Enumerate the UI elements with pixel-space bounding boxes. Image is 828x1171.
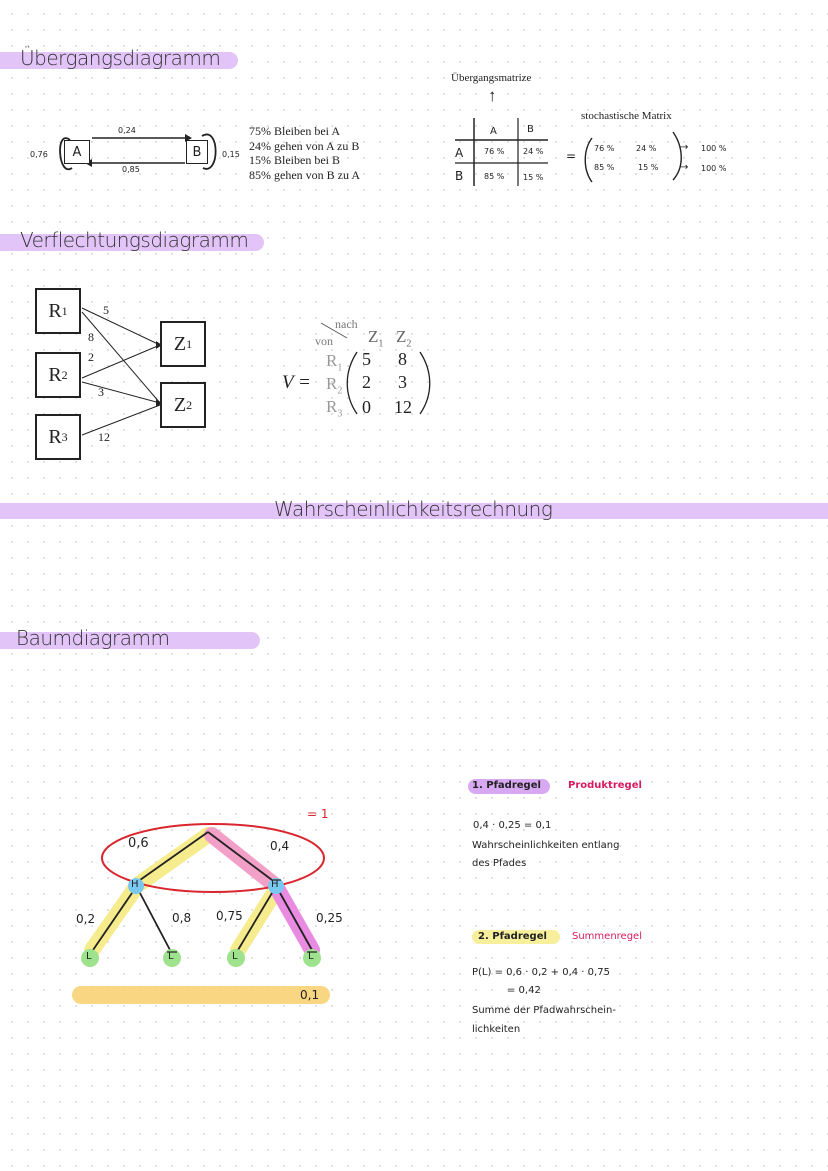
- matrix-col-a: A: [490, 126, 497, 137]
- stochastic-title: stochastische Matrix: [581, 110, 672, 122]
- node-h: H: [131, 879, 139, 890]
- matrix-row-r2: $R_2$: [326, 374, 343, 397]
- row-sum-2: 100 %: [701, 164, 727, 173]
- sum-arrow-icon: →: [680, 162, 689, 173]
- state-a: A: [64, 140, 90, 164]
- matrix-col-b: B: [527, 124, 534, 135]
- node-z1: Z 1: [160, 321, 206, 367]
- prob-hbar: 0,4: [270, 839, 290, 853]
- rule2-title: 2. Pfadregel: [478, 931, 547, 942]
- leaf-lbar: L: [168, 951, 174, 962]
- weight-r2z2: 3: [98, 385, 104, 399]
- rule2-calc: P(L) = 0,6 · 0,2 + 0,4 · 0,75: [472, 967, 610, 978]
- matrix-title: Übergangsmatrize: [451, 72, 532, 84]
- sum-arrow-icon: →: [680, 142, 689, 153]
- matrix-col-z1: $Z_1$: [368, 327, 384, 350]
- matrix-von: von: [315, 334, 333, 348]
- prob-h-l: 0,2: [76, 912, 96, 926]
- matrix-cell-ba: 85 %: [484, 172, 505, 181]
- matrix-cell-aa: 76 %: [484, 147, 505, 156]
- matrix-cell: 2: [362, 372, 371, 392]
- node-z2: Z 2: [160, 382, 206, 428]
- matrix-cell: 5: [362, 349, 371, 369]
- matrix-nach: nach: [335, 317, 358, 331]
- matrix-cell: 0: [362, 397, 371, 417]
- rule1-calc: 0,4 · 0,25 = 0,1: [473, 820, 552, 831]
- matrix-cell: 3: [398, 372, 407, 392]
- leaf-lbar: L: [308, 951, 314, 962]
- rule2-text: lichkeiten: [472, 1024, 521, 1035]
- loop-b-label: 0,15: [222, 150, 240, 159]
- prob-hbar-lbar: 0,25: [316, 911, 343, 925]
- stoch-r2c1: 85 %: [594, 163, 615, 172]
- up-arrow-icon: ↑: [488, 86, 497, 105]
- weight-r3z2: 12: [98, 430, 110, 444]
- leaf-l: L: [86, 951, 92, 962]
- prob-h: 0,6: [128, 836, 149, 851]
- weight-r2z1: 2: [88, 350, 94, 364]
- rule1-text: des Pfades: [472, 858, 527, 869]
- note-line: 75% Bleiben bei A: [249, 124, 340, 138]
- matrix-v-label: V =: [282, 372, 311, 393]
- stoch-r1c2: 24 %: [636, 144, 657, 153]
- heading-uebergangsdiagramm: Übergangsdiagramm: [20, 46, 221, 70]
- state-b: B: [186, 140, 208, 164]
- note-line: 15% Bleiben bei B: [249, 153, 340, 167]
- weight-r1z2: 8: [88, 330, 94, 344]
- prob-hbar-l: 0,75: [216, 909, 243, 923]
- matrix-cell-bb: 15 %: [523, 173, 544, 182]
- rule2-calc: = 0,42: [507, 985, 541, 996]
- rule1-name: Produktregel: [568, 780, 642, 791]
- matrix-row-a: A: [455, 146, 464, 160]
- stoch-r2c2: 15 %: [638, 163, 659, 172]
- note-line: 24% gehen von A zu B: [249, 138, 360, 153]
- matrix-row-r3: $R_3$: [326, 397, 343, 420]
- stoch-r1c1: 76 %: [594, 144, 615, 153]
- node-r2: R 2: [35, 352, 81, 398]
- matrix-cell-ab: 24 %: [523, 147, 544, 156]
- heading-wahrscheinlichkeitsrechnung: Wahrscheinlichkeitsrechnung: [274, 497, 553, 521]
- rule1-title: 1. Pfadregel: [472, 780, 541, 791]
- note-line: 85% gehen von B zu A: [249, 167, 360, 182]
- node-r3: R 3: [35, 414, 81, 460]
- matrix-row-r1: $R_1$: [326, 351, 343, 374]
- matrix-cell: 8: [398, 349, 407, 369]
- prob-h-lbar: 0,8: [172, 911, 192, 925]
- node-hbar: H: [271, 879, 279, 890]
- heading-verflechtungsdiagramm: Verflechtungsdiagramm: [20, 228, 249, 252]
- row-sum-1: 100 %: [701, 144, 727, 153]
- edge-ba-label: 0,85: [122, 165, 140, 174]
- matrix-row-b: B: [455, 169, 464, 183]
- edge-ab-label: 0,24: [118, 126, 136, 135]
- matrix-cell: 12: [394, 397, 412, 417]
- node-r1: R 1: [35, 288, 81, 334]
- matrix-col-z2: $Z_2$: [396, 327, 412, 350]
- rule1-text: Wahrscheinlichkeiten entlang: [472, 840, 620, 851]
- rule2-text: Summe der Pfadwahrschein-: [472, 1005, 616, 1016]
- leaf-l: L: [232, 951, 238, 962]
- rule2-name: Summenregel: [572, 931, 642, 942]
- path-result: 0,1: [300, 988, 320, 1002]
- heading-baumdiagramm: Baumdiagramm: [16, 626, 170, 650]
- equals-sign: =: [566, 149, 577, 163]
- sum-one: = 1: [307, 807, 329, 821]
- loop-a-label: 0,76: [30, 150, 48, 159]
- weight-r1z1: 5: [103, 303, 109, 317]
